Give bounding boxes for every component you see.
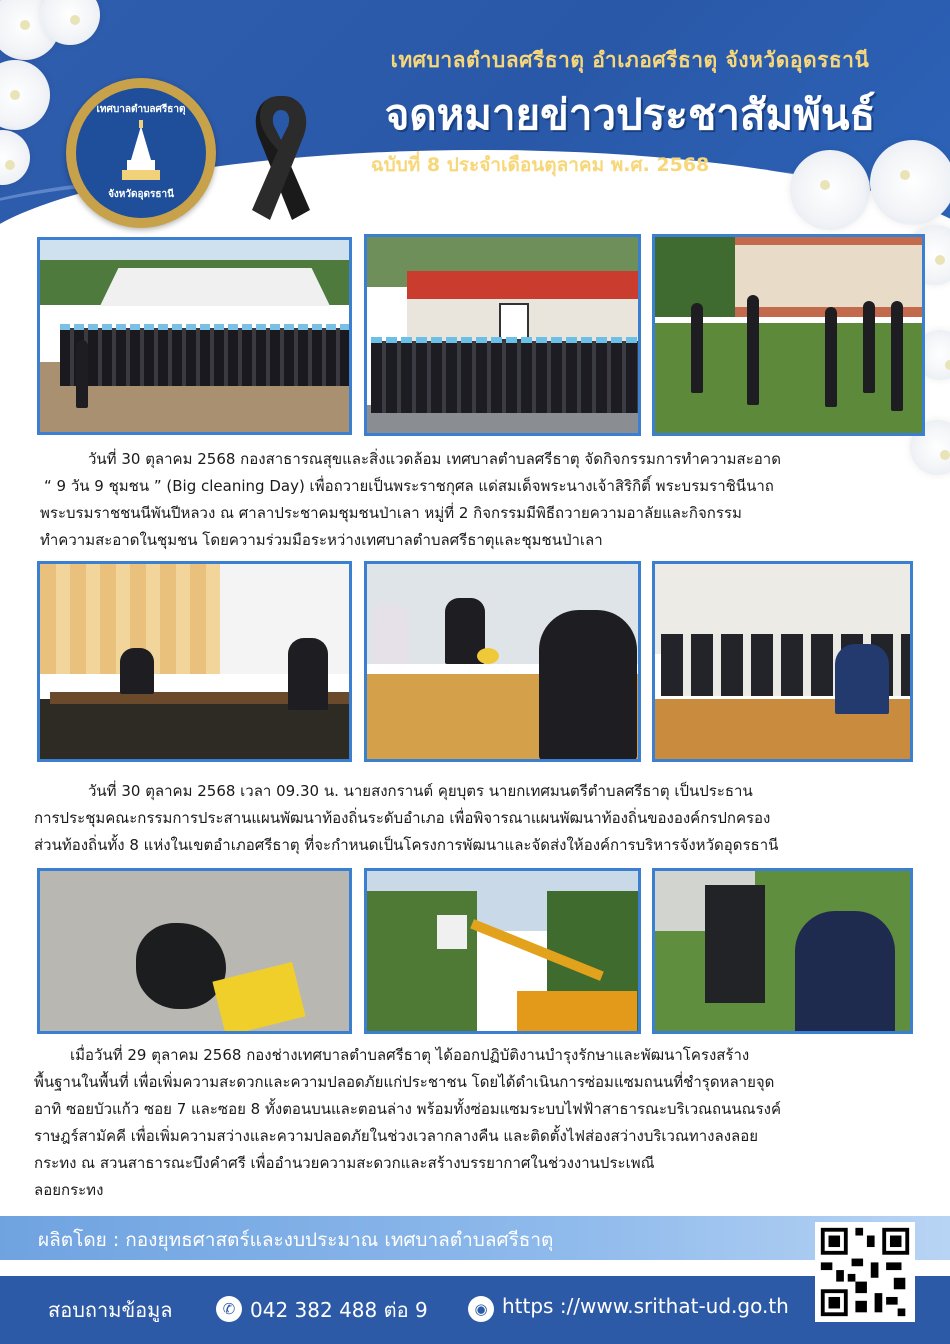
paragraph-line: วันที่ 30 ตุลาคม 2568 เวลา 09.30 น. นายสงกรานต์ คุยบุตร นายกเทศมนตรีตำบลศรีธาตุ เป็นประธาน: [88, 782, 753, 800]
globe-icon: ◉: [468, 1296, 494, 1322]
paragraph-line: “ 9 วัน 9 ชุมชน ” (Big cleaning Day) เพื่อถวายเป็นพระราชกุศล แด่สมเด็จพระนางเจ้าสิริกิติ์ พระบรมราชินีนาถ: [44, 477, 774, 495]
organization-line: เทศบาลตำบลศรีธาตุ อำเภอศรีธาตุ จังหวัดอุดรธานี: [390, 48, 870, 72]
phone-number[interactable]: 042 382 488 ต่อ 9: [250, 1298, 428, 1322]
flower-decoration: [790, 150, 870, 230]
photo-meeting-chair: [37, 561, 352, 762]
newsletter-title: จดหมายข่าวประชาสัมพันธ์: [384, 90, 876, 139]
mourning-ribbon-icon: [240, 88, 322, 228]
paragraph-line: ลอยกระทง: [34, 1181, 104, 1199]
paragraph-line: เมื่อวันที่ 29 ตุลาคม 2568 กองช่างเทศบาลตำบลศรีธาตุ ได้ออกปฏิบัติงานบำรุงรักษาและพัฒนาโครงสร้าง: [70, 1046, 750, 1064]
issue-line: ฉบับที่ 8 ประจำเดือนตุลาคม พ.ศ. 2568: [370, 154, 710, 176]
paragraph-line: ราษฎร์สามัคคี เพื่อเพิ่มความสว่างและความปลอดภัยในช่วงเวลากลางคืน และติดตั้งไฟส่องสว่างบริเวณทางลงลอย: [34, 1127, 759, 1145]
photo-electrical-repair: [652, 868, 913, 1034]
paragraph-line: กระทง ณ สวนสาธารณะบึงคำศรี เพื่ออำนวยความสะดวกและสร้างบรรยากาศในช่วงงานประเพณี: [34, 1154, 655, 1172]
paragraph-line: พื้นฐานในพื้นที่ เพื่อเพิ่มความสะดวกและความปลอดภัยแก่ประชาชน โดยได้ดำเนินการซ่อมแซมถนนที่ชำรุดหลายจุด: [34, 1073, 775, 1091]
logo-bottom-text: จังหวัดอุดรธานี: [108, 189, 174, 200]
photo-ceremony-tent: [37, 237, 352, 435]
paragraph-line: การประชุมคณะกรรมการประสานแผนพัฒนาท้องถิ่นระดับอำเภอ เพื่อพิจารณาแผนพัฒนาท้องถิ่นขององค์กรปกครอง: [34, 809, 771, 827]
photo-cleanup-branches: [652, 234, 925, 436]
phone-icon: ✆: [216, 1296, 242, 1322]
photo-meeting-room: [652, 561, 913, 762]
photo-bucket-truck: [364, 868, 641, 1034]
producer-text: ผลิตโดย : กองยุทธศาสตร์และงบประมาณ เทศบาลตำบลศรีธาตุ: [38, 1229, 554, 1251]
paragraph-line: พระบรมราชชนนีพันปีหลวง ณ ศาลาประชาคมชุมชนป่าเลา หมู่ที่ 2 กิจกรรมมีพิธีถวายความอาลัยและกิจกรรม: [40, 504, 742, 522]
photo-road-repair: [37, 868, 352, 1034]
photo-meeting-table: [364, 561, 641, 762]
section-2-paragraph: [34, 778, 924, 859]
section-1-paragraph: [40, 446, 920, 554]
qr-code[interactable]: [815, 1222, 915, 1322]
flower-decoration: [870, 140, 950, 225]
paragraph-line: อาทิ ซอยบัวแก้ว ซอย 7 และซอย 8 ทั้งตอนบนและตอนล่าง พร้อมทั้งซ่อมแซมระบบไฟฟ้าสาธารณะบริเวณถนนณรงค์: [34, 1100, 781, 1118]
municipality-logo: [66, 78, 216, 228]
contact-label: สอบถามข้อมูล: [48, 1298, 173, 1322]
paragraph-line: ทำความสะอาดในชุมชน โดยความร่วมมือระหว่างเทศบาลตำบลศรีธาตุและชุมชนป่าเลา: [40, 531, 603, 549]
website-link[interactable]: https ://www.srithat-ud.go.th: [502, 1294, 789, 1318]
paragraph-line: ส่วนท้องถิ่นทั้ง 8 แห่งในเขตอำเภอศรีธาตุ ที่จะกำหนดเป็นโครงการพัฒนาและจัดส่งให้องค์การบริหารจังหวัดอุดรธานี: [34, 836, 779, 854]
photo-group-memorial: [364, 234, 641, 436]
logo-top-text: เทศบาลตำบลศรีธาตุ: [96, 104, 186, 115]
paragraph-line: วันที่ 30 ตุลาคม 2568 กองสาธารณสุขและสิ่งแวดล้อม เทศบาลตำบลศรีธาตุ จัดกิจกรรมการทำความสะอาด: [88, 450, 781, 468]
stupa-icon: [122, 120, 160, 180]
section-3-paragraph: [34, 1042, 924, 1204]
